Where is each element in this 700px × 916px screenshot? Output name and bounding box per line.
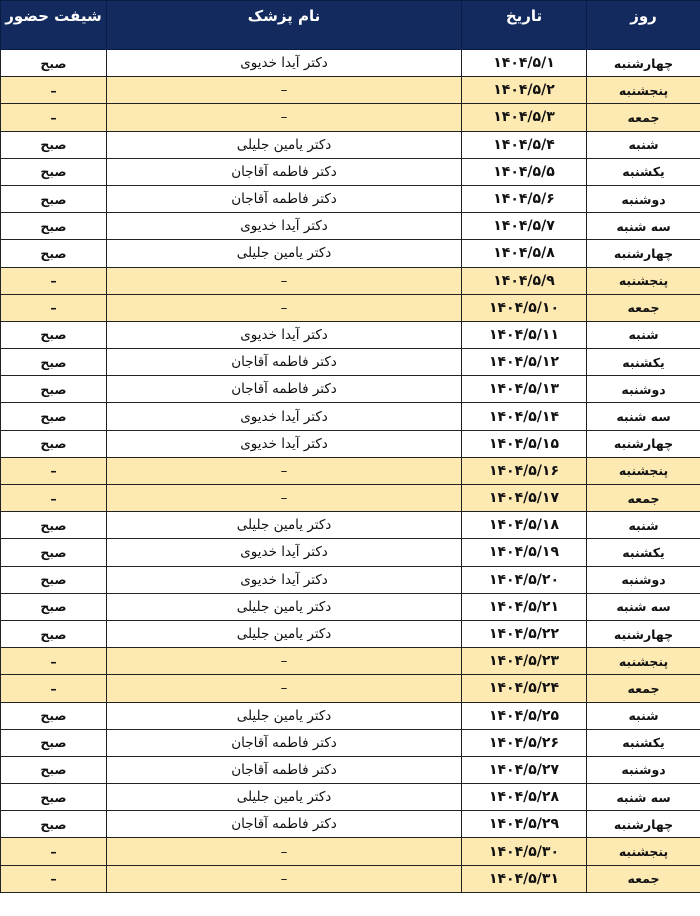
day-text: شنبه xyxy=(628,137,659,153)
table-row xyxy=(1,729,700,756)
table-header xyxy=(1,1,700,50)
day-cell xyxy=(587,77,700,104)
date-text: ۱۴۰۴/۵/۱۸ xyxy=(488,517,560,534)
date-cell xyxy=(462,104,587,131)
doctor-cell xyxy=(107,620,462,647)
date-text: ۱۴۰۴/۵/۱۲ xyxy=(488,354,560,371)
shift-cell xyxy=(1,104,107,131)
doctor-text: دکتر فاطمه آقاجان xyxy=(231,381,337,398)
date-cell xyxy=(462,349,587,376)
table-row xyxy=(1,50,700,77)
doctor-text: دکتر یامین جلیلی xyxy=(236,789,332,806)
day-cell xyxy=(587,702,700,729)
day-text: یکشنبه xyxy=(622,164,665,180)
day-cell xyxy=(587,512,700,539)
date-cell xyxy=(462,321,587,348)
doctor-text: – xyxy=(280,653,288,670)
doctor-cell xyxy=(107,566,462,593)
day-cell xyxy=(587,539,700,566)
day-cell xyxy=(587,784,700,811)
date-cell xyxy=(462,485,587,512)
shift-cell xyxy=(1,321,107,348)
date-text: ۱۴۰۴/۵/۳۰ xyxy=(488,843,560,860)
day-text: دوشنبه xyxy=(621,572,666,588)
shift-cell xyxy=(1,485,107,512)
day-text: پنجشنبه xyxy=(618,463,669,479)
shift-cell xyxy=(1,185,107,212)
doctor-cell xyxy=(107,457,462,484)
shift-text: – xyxy=(50,273,57,289)
day-text: سه شنبه xyxy=(616,789,671,805)
doctor-text: – xyxy=(280,843,288,860)
shift-text: صبح xyxy=(40,789,67,805)
header-shift: شیفت حضور xyxy=(1,1,107,50)
day-cell xyxy=(587,213,700,240)
date-cell xyxy=(462,403,587,430)
shift-text: صبح xyxy=(40,816,67,832)
date-cell xyxy=(462,50,587,77)
shift-cell xyxy=(1,512,107,539)
table-row xyxy=(1,185,700,212)
shift-cell xyxy=(1,838,107,865)
shift-cell xyxy=(1,376,107,403)
date-text: ۱۴۰۴/۵/۲۰ xyxy=(488,571,560,588)
day-text: شنبه xyxy=(628,327,659,343)
table-row xyxy=(1,838,700,865)
day-text: دوشنبه xyxy=(621,191,666,207)
header-doctor: نام پزشک xyxy=(107,1,462,50)
doctor-text: دکتر فاطمه آقاجان xyxy=(231,354,337,371)
table-row xyxy=(1,593,700,620)
date-cell xyxy=(462,702,587,729)
doctor-cell xyxy=(107,648,462,675)
date-text: ۱۴۰۴/۵/۲ xyxy=(493,82,555,99)
date-cell xyxy=(462,240,587,267)
doctor-cell xyxy=(107,240,462,267)
day-text: یکشنبه xyxy=(622,735,665,751)
day-cell xyxy=(587,131,700,158)
day-text: شنبه xyxy=(628,517,659,533)
date-text: ۱۴۰۴/۵/۳۱ xyxy=(488,870,560,887)
shift-text: صبح xyxy=(40,218,67,234)
date-text: ۱۴۰۴/۵/۱۵ xyxy=(488,435,560,452)
day-text: شنبه xyxy=(628,708,659,724)
date-text: ۱۴۰۴/۵/۱۳ xyxy=(488,381,560,398)
doctor-cell xyxy=(107,131,462,158)
date-cell xyxy=(462,648,587,675)
table-row xyxy=(1,756,700,783)
doctor-cell xyxy=(107,376,462,403)
doctor-text: دکتر یامین جلیلی xyxy=(236,245,332,262)
shift-text: – xyxy=(50,844,57,860)
day-cell xyxy=(587,566,700,593)
shift-text: صبح xyxy=(40,735,67,751)
day-cell xyxy=(587,349,700,376)
date-cell xyxy=(462,158,587,185)
day-cell xyxy=(587,838,700,865)
day-text: جمعه xyxy=(627,300,660,316)
date-cell xyxy=(462,213,587,240)
shift-cell xyxy=(1,213,107,240)
shift-text: صبح xyxy=(40,327,67,343)
day-text: سه شنبه xyxy=(616,599,671,615)
date-text: ۱۴۰۴/۵/۶ xyxy=(493,191,555,208)
table-row xyxy=(1,321,700,348)
table-row xyxy=(1,539,700,566)
shift-cell xyxy=(1,539,107,566)
doctor-cell xyxy=(107,729,462,756)
doctor-cell xyxy=(107,430,462,457)
day-cell xyxy=(587,376,700,403)
date-text: ۱۴۰۴/۵/۵ xyxy=(493,163,555,180)
doctor-text: دکتر یامین جلیلی xyxy=(236,517,332,534)
table-row xyxy=(1,675,700,702)
shift-cell xyxy=(1,620,107,647)
doctor-text: – xyxy=(280,490,288,507)
shift-cell xyxy=(1,294,107,321)
date-text: ۱۴۰۴/۵/۲۶ xyxy=(488,734,560,751)
date-text: ۱۴۰۴/۵/۱۱ xyxy=(488,326,560,343)
doctor-text: دکتر فاطمه آقاجان xyxy=(231,816,337,833)
date-text: ۱۴۰۴/۵/۲۱ xyxy=(488,598,560,615)
day-cell xyxy=(587,430,700,457)
table-row xyxy=(1,702,700,729)
doctor-text: – xyxy=(280,272,288,289)
day-text: پنجشنبه xyxy=(618,273,669,289)
date-cell xyxy=(462,512,587,539)
date-text: ۱۴۰۴/۵/۴ xyxy=(493,136,555,153)
date-cell xyxy=(462,675,587,702)
shift-text: صبح xyxy=(40,572,67,588)
date-text: ۱۴۰۴/۵/۱۹ xyxy=(488,544,560,561)
date-text: ۱۴۰۴/۵/۲۲ xyxy=(488,626,560,643)
doctor-text: – xyxy=(280,109,288,126)
day-cell xyxy=(587,648,700,675)
day-text: پنجشنبه xyxy=(618,844,669,860)
day-cell xyxy=(587,756,700,783)
doctor-text: – xyxy=(280,82,288,99)
date-cell xyxy=(462,784,587,811)
table-row xyxy=(1,865,700,892)
day-cell xyxy=(587,865,700,892)
doctor-text: – xyxy=(280,462,288,479)
doctor-cell xyxy=(107,593,462,620)
date-text: ۱۴۰۴/۵/۲۷ xyxy=(488,761,560,778)
date-text: ۱۴۰۴/۵/۳ xyxy=(493,109,555,126)
shift-text: – xyxy=(50,109,57,125)
shift-text: صبح xyxy=(40,164,67,180)
shift-text: – xyxy=(50,463,57,479)
table-row xyxy=(1,430,700,457)
day-text: جمعه xyxy=(627,109,660,125)
date-cell xyxy=(462,593,587,620)
day-cell xyxy=(587,729,700,756)
shift-text: صبح xyxy=(40,762,67,778)
table-row xyxy=(1,403,700,430)
day-cell xyxy=(587,294,700,321)
day-text: جمعه xyxy=(627,490,660,506)
table-row xyxy=(1,648,700,675)
shift-text: صبح xyxy=(40,517,67,533)
day-text: چهارشنبه xyxy=(613,816,674,832)
doctor-cell xyxy=(107,539,462,566)
table-row xyxy=(1,267,700,294)
day-cell xyxy=(587,185,700,212)
date-cell xyxy=(462,131,587,158)
date-text: ۱۴۰۴/۵/۲۹ xyxy=(488,816,560,833)
day-text: چهارشنبه xyxy=(613,626,674,642)
shift-cell xyxy=(1,430,107,457)
day-cell xyxy=(587,485,700,512)
table-row xyxy=(1,784,700,811)
day-cell xyxy=(587,158,700,185)
table-row xyxy=(1,104,700,131)
doctor-cell xyxy=(107,512,462,539)
day-text: یکشنبه xyxy=(622,544,665,560)
day-cell xyxy=(587,321,700,348)
doctor-text: دکتر یامین جلیلی xyxy=(236,626,332,643)
doctor-cell xyxy=(107,294,462,321)
doctor-cell xyxy=(107,104,462,131)
doctor-cell xyxy=(107,784,462,811)
day-text: چهارشنبه xyxy=(613,436,674,452)
day-cell xyxy=(587,457,700,484)
date-cell xyxy=(462,566,587,593)
shift-text: – xyxy=(50,490,57,506)
shift-text: – xyxy=(50,300,57,316)
doctor-text: دکتر آیدا خدیوی xyxy=(240,55,328,72)
shift-text: صبح xyxy=(40,354,67,370)
date-text: ۱۴۰۴/۵/۲۵ xyxy=(488,707,560,724)
day-cell xyxy=(587,240,700,267)
date-cell xyxy=(462,865,587,892)
day-text: دوشنبه xyxy=(621,381,666,397)
date-cell xyxy=(462,267,587,294)
day-text: یکشنبه xyxy=(622,354,665,370)
doctor-cell xyxy=(107,50,462,77)
shift-cell xyxy=(1,50,107,77)
doctor-cell xyxy=(107,865,462,892)
date-text: ۱۴۰۴/۵/۸ xyxy=(493,245,555,262)
table-row xyxy=(1,294,700,321)
doctor-text: دکتر آیدا خدیوی xyxy=(240,571,328,588)
table-row xyxy=(1,457,700,484)
shift-cell xyxy=(1,267,107,294)
date-cell xyxy=(462,77,587,104)
shift-cell xyxy=(1,784,107,811)
day-cell xyxy=(587,593,700,620)
doctor-cell xyxy=(107,267,462,294)
day-text: جمعه xyxy=(627,680,660,696)
shift-cell xyxy=(1,865,107,892)
table-row xyxy=(1,131,700,158)
table-row xyxy=(1,566,700,593)
doctor-cell xyxy=(107,811,462,838)
shift-cell xyxy=(1,729,107,756)
shift-cell xyxy=(1,403,107,430)
table-row xyxy=(1,376,700,403)
doctor-text: – xyxy=(280,870,288,887)
date-text: ۱۴۰۴/۵/۱۴ xyxy=(488,408,560,425)
day-cell xyxy=(587,104,700,131)
doctor-text: دکتر آیدا خدیوی xyxy=(240,218,328,235)
doctor-text: دکتر آیدا خدیوی xyxy=(240,326,328,343)
header-date: تاریخ xyxy=(462,1,587,50)
doctor-text: دکتر آیدا خدیوی xyxy=(240,544,328,561)
doctor-cell xyxy=(107,485,462,512)
date-text: ۱۴۰۴/۵/۲۴ xyxy=(488,680,560,697)
doctor-cell xyxy=(107,403,462,430)
date-text: ۱۴۰۴/۵/۷ xyxy=(493,218,555,235)
table-row xyxy=(1,620,700,647)
day-cell xyxy=(587,620,700,647)
doctor-text: دکتر یامین جلیلی xyxy=(236,136,332,153)
date-cell xyxy=(462,838,587,865)
shift-text: – xyxy=(50,680,57,696)
shift-text: صبح xyxy=(40,409,67,425)
shift-text: صبح xyxy=(40,55,67,71)
header-day: روز xyxy=(587,1,700,50)
shift-cell xyxy=(1,756,107,783)
doctor-cell xyxy=(107,756,462,783)
day-cell xyxy=(587,267,700,294)
shift-text: صبح xyxy=(40,381,67,397)
date-cell xyxy=(462,756,587,783)
doctor-cell xyxy=(107,702,462,729)
table-row xyxy=(1,811,700,838)
table-row xyxy=(1,349,700,376)
shift-text: – xyxy=(50,82,57,98)
shift-text: – xyxy=(50,653,57,669)
date-cell xyxy=(462,376,587,403)
doctor-cell xyxy=(107,158,462,185)
date-text: ۱۴۰۴/۵/۹ xyxy=(493,272,555,289)
shift-text: صبح xyxy=(40,708,67,724)
doctor-text: دکتر فاطمه آقاجان xyxy=(231,734,337,751)
shift-text: صبح xyxy=(40,436,67,452)
shift-cell xyxy=(1,648,107,675)
doctor-text: دکتر یامین جلیلی xyxy=(236,598,332,615)
date-cell xyxy=(462,811,587,838)
date-cell xyxy=(462,729,587,756)
doctor-text: دکتر فاطمه آقاجان xyxy=(231,191,337,208)
doctor-cell xyxy=(107,77,462,104)
shift-cell xyxy=(1,131,107,158)
day-text: جمعه xyxy=(627,871,660,887)
date-cell xyxy=(462,539,587,566)
day-text: سه شنبه xyxy=(616,218,671,234)
doctor-text: دکتر فاطمه آقاجان xyxy=(231,163,337,180)
shift-text: صبح xyxy=(40,245,67,261)
day-cell xyxy=(587,50,700,77)
date-text: ۱۴۰۴/۵/۲۸ xyxy=(488,789,560,806)
table-row xyxy=(1,485,700,512)
shift-cell xyxy=(1,77,107,104)
table-body xyxy=(1,50,700,893)
date-text: ۱۴۰۴/۵/۲۳ xyxy=(488,653,560,670)
shift-text: صبح xyxy=(40,137,67,153)
doctor-cell xyxy=(107,321,462,348)
date-text: ۱۴۰۴/۵/۱۰ xyxy=(488,299,560,316)
doctor-text: دکتر آیدا خدیوی xyxy=(240,435,328,452)
shift-cell xyxy=(1,158,107,185)
day-cell xyxy=(587,675,700,702)
doctor-text: – xyxy=(280,299,288,316)
day-text: سه شنبه xyxy=(616,409,671,425)
date-cell xyxy=(462,185,587,212)
doctor-text: – xyxy=(280,680,288,697)
date-text: ۱۴۰۴/۵/۱۷ xyxy=(488,490,560,507)
doctor-cell xyxy=(107,213,462,240)
doctor-text: دکتر یامین جلیلی xyxy=(236,707,332,724)
shift-cell xyxy=(1,349,107,376)
date-text: ۱۴۰۴/۵/۱۶ xyxy=(488,462,560,479)
table-row xyxy=(1,213,700,240)
date-text: ۱۴۰۴/۵/۱ xyxy=(493,55,555,72)
shift-text: صبح xyxy=(40,599,67,615)
date-cell xyxy=(462,457,587,484)
doctor-cell xyxy=(107,349,462,376)
shift-text: – xyxy=(50,871,57,887)
shift-cell xyxy=(1,240,107,267)
table-row xyxy=(1,158,700,185)
shift-cell xyxy=(1,702,107,729)
day-text: پنجشنبه xyxy=(618,82,669,98)
table-row xyxy=(1,240,700,267)
date-cell xyxy=(462,620,587,647)
table-row xyxy=(1,77,700,104)
table-row xyxy=(1,512,700,539)
day-text: پنجشنبه xyxy=(618,653,669,669)
day-text: چهارشنبه xyxy=(613,55,674,71)
shift-cell xyxy=(1,457,107,484)
shift-text: صبح xyxy=(40,191,67,207)
day-cell xyxy=(587,811,700,838)
day-text: چهارشنبه xyxy=(613,245,674,261)
doctor-cell xyxy=(107,675,462,702)
day-cell xyxy=(587,403,700,430)
shift-cell xyxy=(1,811,107,838)
doctor-text: دکتر آیدا خدیوی xyxy=(240,408,328,425)
doctor-text: دکتر فاطمه آقاجان xyxy=(231,761,337,778)
doctor-cell xyxy=(107,838,462,865)
date-cell xyxy=(462,430,587,457)
day-text: دوشنبه xyxy=(621,762,666,778)
date-cell xyxy=(462,294,587,321)
shift-cell xyxy=(1,675,107,702)
header-row xyxy=(1,1,700,50)
shift-cell xyxy=(1,593,107,620)
shift-text: صبح xyxy=(40,626,67,642)
doctor-cell xyxy=(107,185,462,212)
shift-cell xyxy=(1,566,107,593)
shift-text: صبح xyxy=(40,544,67,560)
